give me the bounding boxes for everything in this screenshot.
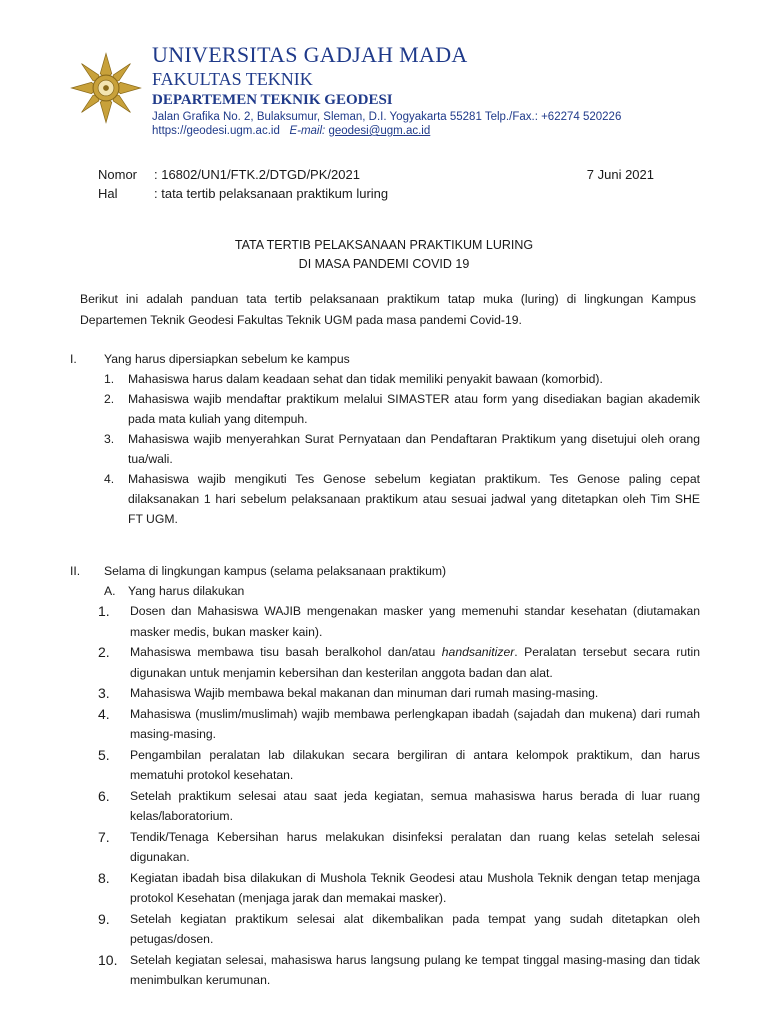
section-2-list	[70, 601, 700, 991]
list-item: 7. Tendik/Tenaga Kebersihan harus melakukan disinfeksi peralatan dan ruang kelas setelah selesai digunakan.	[98, 828, 700, 864]
faculty-name: FAKULTAS TEKNIK	[152, 69, 313, 89]
subsection-a-title: Yang harus dilakukan	[128, 584, 245, 598]
list-item: 4. Mahasiswa wajib mengikuti Tes Genose sebelum kegiatan praktikum. Tes Genose paling cepat dilaksanakan 1 hari sebelum pelaksanaan praktikum atau sesuai jadwal yang ditetapkan oleh Tim SHE FT UGM.	[104, 472, 700, 526]
email-label: E-mail:	[289, 125, 326, 137]
list-item: 8. Kegiatan ibadah bisa dilakukan di Mushola Teknik Geodesi atau Mushola Teknik dengan tetap menjaga protokol Kesehatan (menjaga jarak dan memakai masker).	[98, 869, 700, 905]
nomor-label: Nomor	[98, 167, 138, 182]
nomor-row	[98, 165, 668, 184]
email-link[interactable]: geodesi@ugm.ac.id	[328, 125, 431, 137]
letterhead	[152, 42, 752, 138]
list-item: 5. Pengambilan peralatan lab dilakukan secara bergiliran di antara kelompok praktikum, dan harus mematuhi protokol kesehatan.	[98, 746, 700, 782]
ugm-logo-icon	[70, 52, 142, 124]
list-item: 2. Mahasiswa membawa tisu basah beralkohol dan/atau handsanitizer. Peralatan tersebut secara rutin digunakan untuk menjamin kebersihan dan kesterilan anggota badan dan alat.	[98, 644, 700, 680]
section-1-heading	[70, 349, 700, 369]
list-item: 4. Mahasiswa (muslim/muslimah) wajib membawa perlengkapan ibadah (sajadah dan mukena) dari rumah masing-masing.	[98, 705, 700, 741]
list-item: 9. Setelah kegiatan praktikum selesai alat dikembalikan pada tempat yang sudah ditetapkan oleh petugas/dosen.	[98, 910, 700, 946]
list-item: 6. Setelah praktikum selesai atau saat jeda kegiatan, semua mahasiswa harus berada di luar ruang kelas/laboratorium.	[98, 787, 700, 823]
list-item: 10. Setelah kegiatan selesai, mahasiswa harus langsung pulang ke tempat tinggal masing-masing dan tidak menimbulkan kerumunan.	[98, 951, 700, 987]
document-title	[0, 236, 768, 274]
title-line-2: DI MASA PANDEMI COVID 19	[298, 257, 470, 271]
hal-row	[98, 184, 668, 203]
section-1-list	[70, 369, 700, 529]
nomor-value: : 16802/UN1/FTK.2/DTGD/PK/2021	[154, 167, 360, 182]
section-2-heading	[70, 561, 700, 581]
department-name: DEPARTEMEN TEKNIK GEODESI	[152, 92, 393, 108]
hal-label: Hal	[98, 186, 118, 201]
letter-meta	[98, 165, 668, 203]
section-2-title: Selama di lingkungan kampus (selama pelaksanaan praktikum)	[104, 564, 447, 578]
title-line-1: TATA TERTIB PELAKSANAAN PRAKTIKUM LURING	[234, 238, 534, 252]
contact-line	[152, 124, 752, 138]
section-1-number: I.	[70, 352, 77, 366]
section-1	[70, 349, 700, 529]
list-item: 1. Dosen dan Mahasiswa WAJIB mengenakan masker yang memenuhi standar kesehatan (diutamakan masker medis, bukan masker kain).	[98, 603, 700, 639]
website-link[interactable]: https://geodesi.ugm.ac.id	[152, 125, 280, 137]
list-item: 2. Mahasiswa wajib mendaftar praktikum melalui SIMASTER atau form yang disediakan bagian akademik pada mata kuliah yang ditempuh.	[104, 392, 700, 426]
section-2	[70, 561, 700, 991]
letter-date: 7 Juni 2021	[586, 167, 654, 182]
hal-value: : tata tertib pelaksanaan praktikum luring	[154, 186, 389, 201]
section-2-number: II.	[70, 564, 81, 578]
section-1-title: Yang harus dipersiapkan sebelum ke kampus	[104, 352, 350, 366]
subsection-a-heading	[70, 581, 700, 601]
university-name: UNIVERSITAS GADJAH MADA	[152, 42, 468, 67]
address-line: Jalan Grafika No. 2, Bulaksumur, Sleman, D.I. Yogyakarta 55281 Telp./Fax.: +62274 520226	[152, 111, 622, 123]
list-item: 1. Mahasiswa harus dalam keadaan sehat dan tidak memiliki penyakit bawaan (komorbid).	[104, 372, 603, 386]
list-item: 3. Mahasiswa Wajib membawa bekal makanan dan minuman dari rumah masing-masing.	[98, 685, 599, 701]
intro-paragraph: Berikut ini adalah panduan tata tertib pelaksanaan praktikum tatap muka (luring) di lingkungan Kampus Departemen Teknik Geodesi Fakultas Teknik UGM pada masa pandemi Covid-19.	[80, 292, 696, 327]
subsection-a-letter: A.	[104, 584, 116, 598]
list-item: 3. Mahasiswa wajib menyerahkan Surat Pernyataan dan Pendaftaran Praktikum yang disetujui oleh orang tua/wali.	[104, 432, 700, 466]
